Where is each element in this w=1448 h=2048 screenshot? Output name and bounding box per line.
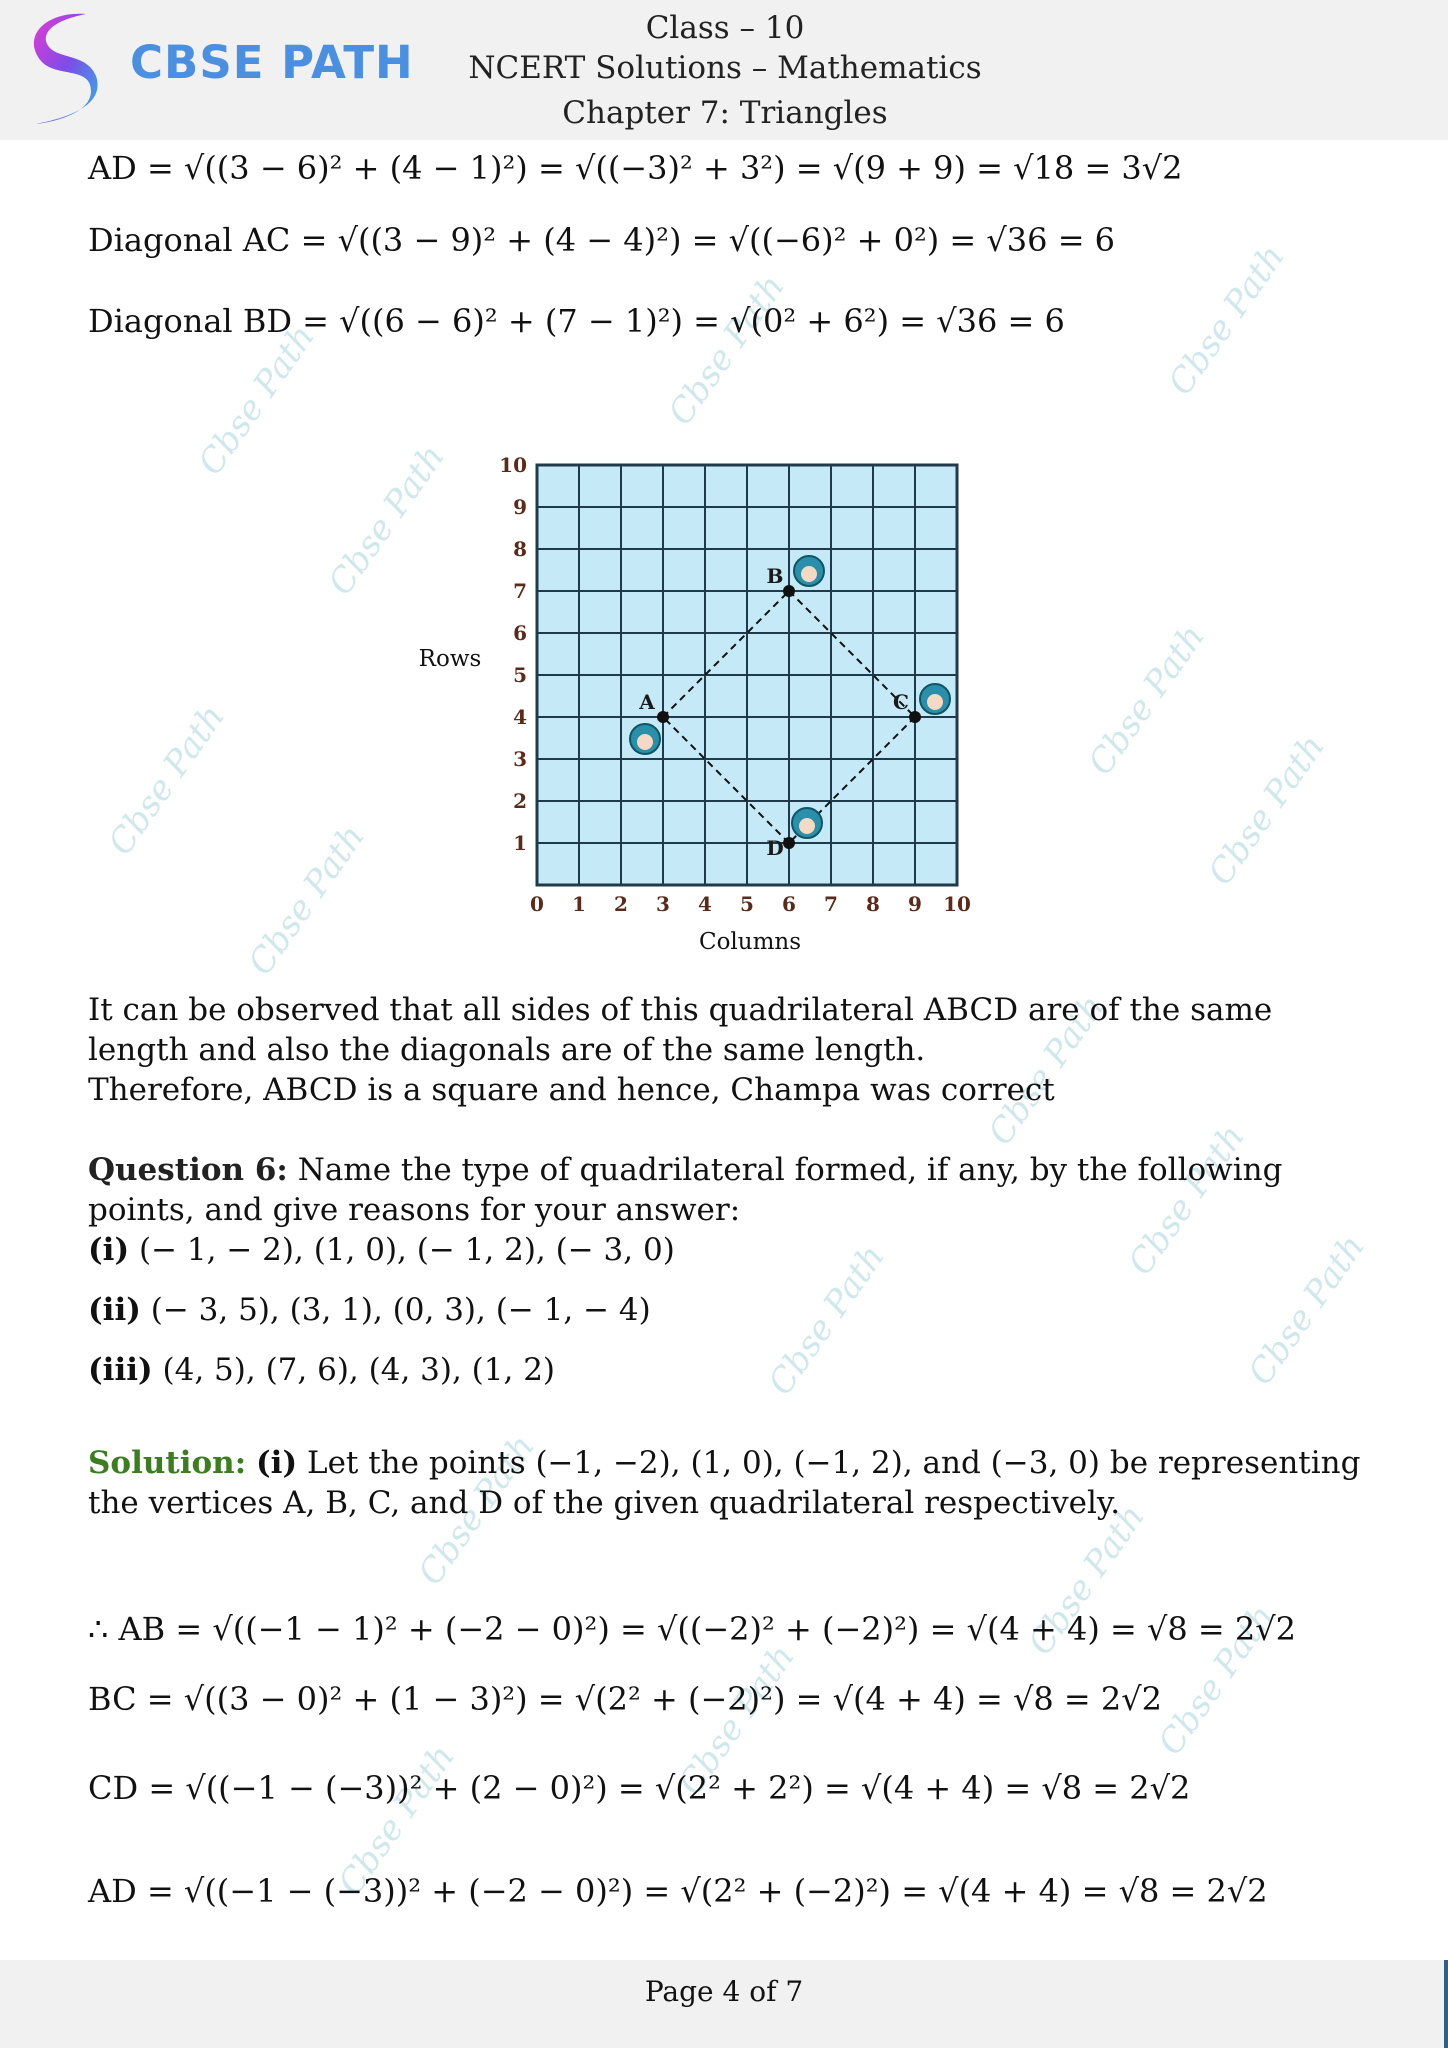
x-tick-label: 9 [908,892,922,916]
y-tick-label: 3 [513,747,527,771]
watermark-text: Cbse Path [240,817,373,983]
subject-label: NCERT Solutions – Mathematics [468,50,982,86]
data-point [783,837,795,849]
watermark-text: Cbse Path [1080,617,1213,783]
part-points: (− 3, 5), (3, 1), (0, 3), (− 1, − 4) [150,1292,651,1328]
point-label: A [639,690,655,714]
y-tick-label: 6 [513,621,527,645]
data-point [657,711,669,723]
x-tick-label: 0 [530,892,544,916]
watermark-text: Cbse Path [410,1427,543,1593]
y-tick-label: 10 [499,455,527,477]
question-part-ii [88,1290,1378,1330]
watermark-text: Cbse Path [670,1637,803,1803]
data-point [783,585,795,597]
watermark-text: Cbse Path [660,267,793,433]
part-points: (4, 5), (7, 6), (4, 3), (1, 2) [162,1352,556,1388]
point-label: D [766,836,784,860]
equation-bd: Diagonal BD = √((6 − 6)² + (7 − 1)²) = √(0² + 6²) = √36 = 6 [88,302,1065,340]
person-face-icon [801,566,817,582]
equation-ab: ∴ AB = √((−1 − 1)² + (−2 − 0)²) = √((−2)² + (−2)²) = √(4 + 4) = √8 = 2√2 [88,1610,1296,1648]
page-number: Page 4 of 7 [644,1975,804,2008]
footer-accent-bar [1444,1960,1448,2048]
part-number: (ii) [88,1292,141,1328]
solution-text: Let the points (−1, −2), (1, 0), (−1, 2), and (−3, 0) be representing the vertices A, B, C, and D of the given quadrilateral respectively. [88,1445,1361,1521]
coordinate-grid-chart [410,455,990,965]
watermark-text: Cbse Path [760,1237,893,1403]
logo-icon [16,6,116,131]
question-part-iii [88,1350,1378,1390]
x-tick-label: 3 [656,892,670,916]
question-text: Name the type of quadrilateral formed, if any, by the following points, and give reasons for your answer: [88,1152,1283,1228]
equation-ad-2: AD = √((−1 − (−3))² + (−2 − 0)²) = √(2² + (−2)²) = √(4 + 4) = √8 = 2√2 [88,1872,1268,1910]
question-part-i [88,1230,1378,1270]
watermark-text: Cbse Path [1020,1497,1153,1663]
conclusion-block [88,990,1378,1110]
class-label: Class – 10 [645,10,805,46]
brand-name: CBSE PATH [130,36,414,89]
watermark-text: Cbse Path [100,697,233,863]
x-tick-label: 10 [943,892,971,916]
y-tick-label: 8 [513,537,527,561]
y-axis-label: Rows [418,646,482,672]
x-tick-label: 1 [572,892,586,916]
x-tick-label: 6 [782,892,796,916]
x-tick-label: 5 [740,892,754,916]
x-tick-label: 2 [614,892,628,916]
watermark-text: Cbse Path [1150,1597,1283,1763]
x-tick-label: 8 [866,892,880,916]
conclusion-text-1: It can be observed that all sides of this quadrilateral ABCD are of the same length and also the diagonals are of the same length. [88,992,1273,1068]
x-axis-label: Columns [698,929,802,955]
chapter-label: Chapter 7: Triangles [562,95,888,131]
watermark-text: Cbse Path [1240,1227,1373,1393]
y-tick-label: 1 [513,831,527,855]
watermark-text: Cbse Path [190,317,323,483]
y-tick-label: 5 [513,663,527,687]
equation-ac: Diagonal AC = √((3 − 9)² + (4 − 4)²) = √((−6)² + 0²) = √36 = 6 [88,221,1116,259]
y-tick-label: 2 [513,789,527,813]
part-number: (iii) [88,1352,153,1388]
x-tick-label: 4 [698,892,712,916]
equation-bc: BC = √((3 − 0)² + (1 − 3)²) = √(2² + (−2)²) = √(4 + 4) = √8 = 2√2 [88,1680,1162,1718]
question-label: Question 6: [88,1152,288,1188]
solution-label: Solution: [88,1445,247,1481]
person-face-icon [927,694,943,710]
part-number: (i) [88,1232,130,1268]
person-face-icon [799,818,815,834]
y-tick-label: 4 [513,705,527,729]
conclusion-text-2: Therefore, ABCD is a square and hence, Champa was correct [88,1072,1055,1108]
person-face-icon [637,734,653,750]
watermark-text: Cbse Path [1160,237,1293,403]
equation-cd: CD = √((−1 − (−3))² + (2 − 0)²) = √(2² + 2²) = √(4 + 4) = √8 = 2√2 [88,1769,1191,1807]
page-header [0,0,1448,140]
question-block [88,1150,1378,1230]
watermark-text: Cbse Path [330,1737,463,1903]
solution-part: (i) [256,1445,298,1481]
solution-block [88,1443,1378,1523]
y-tick-label: 9 [513,495,527,519]
data-point [909,711,921,723]
watermark-text: Cbse Path [1120,1117,1253,1283]
watermark-text: Cbse Path [980,987,1113,1153]
part-points: (− 1, − 2), (1, 0), (− 1, 2), (− 3, 0) [138,1232,675,1268]
watermark-text: Cbse Path [1200,727,1333,893]
point-label: C [893,690,909,714]
watermark-text: Cbse Path [320,437,453,603]
point-label: B [766,564,784,588]
y-tick-label: 7 [513,579,527,603]
equation-ad: AD = √((3 − 6)² + (4 − 1)²) = √((−3)² + 3²) = √(9 + 9) = √18 = 3√2 [88,149,1183,187]
x-tick-label: 7 [824,892,838,916]
